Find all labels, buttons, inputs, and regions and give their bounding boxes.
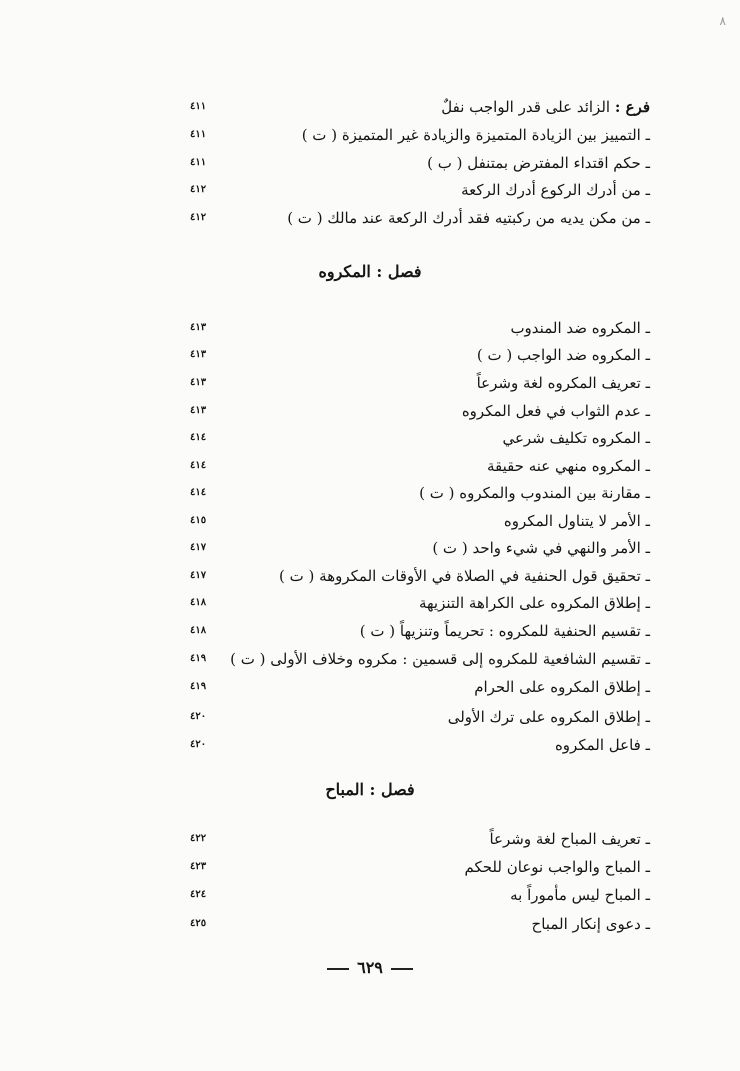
index-row [190,884,650,910]
entry-text: ـ تعريف المباح لغة وشرعاً [489,830,650,848]
index-row [190,648,650,674]
entry-page: ٤١٧ [190,542,207,553]
index-row [190,207,650,233]
index-row [190,179,650,205]
page-number [0,958,740,977]
index-row [190,344,650,370]
index-row [190,372,650,398]
entry-page: ٤١٥ [190,515,207,526]
entry-text: ـ المكروه ضد الواجب ( ت ) [476,346,650,364]
entry-page: ٤٢٢ [190,833,207,844]
entry-text: ـ إطلاق المكروه على الكراهة التنزيهة [418,594,650,612]
entry-page: ٤١٧ [190,570,207,581]
entry-page: ٤٢٥ [190,918,207,929]
index-row [190,455,650,481]
section-heading-makruh: فصل : المكروه [318,262,422,281]
entry-text: ـ تحقيق قول الحنفية في الصلاة في الأوقات المكروهة ( ت ) [279,567,650,585]
index-row [190,592,650,618]
entry-text: ـ الأمر والنهي في شيء واحد ( ت ) [432,539,650,557]
index-row [190,510,650,536]
entry-page: ٤١١ [190,129,207,140]
index-row [190,856,650,882]
entry-text: ـ المباح ليس مأموراً به [510,886,650,904]
index-row [190,400,650,426]
corner-mark: ٨ [719,14,726,28]
entry-page: ٤١٣ [190,322,207,333]
entry-text: ـ تعريف المكروه لغة وشرعاً [476,374,650,392]
entry-page: ٤٢٠ [190,739,207,750]
entry-text: ـ من أدرك الركوع أدرك الركعة [461,181,650,199]
entry-text: ـ إطلاق المكروه على ترك الأولى [447,708,650,726]
entry-page: ٤١٤ [190,487,207,498]
entry-page: ٤١٤ [190,432,207,443]
entry-page: ٤١٢ [190,212,207,223]
entry-text: ـ إطلاق المكروه على الحرام [474,678,650,696]
entry-page: ٤٢٤ [190,889,207,900]
entry-page: ٤١٩ [190,653,207,664]
index-row [190,913,650,939]
entry-text: ـ المكروه ضد المندوب [510,319,650,337]
entry-text: ـ الأمر لا يتناول المكروه [503,512,650,530]
entry-page: ٤١١ [190,157,207,168]
index-row [190,565,650,591]
entry-page: ٤١٣ [190,377,207,388]
entry-text: الزائد على قدر الواجب نفلٌ [441,98,615,116]
entry-text: ـ التمييز بين الزيادة المتميزة والزيادة غير المتميزة ( ت ) [301,126,650,144]
entry-text: ـ المكروه منهي عنه حقيقة [486,457,650,475]
entry-page: ٤٢٣ [190,861,207,872]
entry-page: ٤٢٠ [190,711,207,722]
entry-text: ـ تقسيم الحنفية للمكروه : تحريماً وتنزيهاً ( ت ) [359,622,650,640]
index-row [190,537,650,563]
index-row [190,96,650,122]
entry-page: ٤١٢ [190,184,207,195]
section-heading-mubah: فصل : المباح [325,780,415,799]
index-row [190,706,650,732]
entry-text: ـ المكروه تكليف شرعي [502,429,650,447]
index-row [190,152,650,178]
entry-text: ـ حكم اقتداء المفترض بمتنفل ( ب ) [427,154,650,172]
index-row [190,620,650,646]
entry-page: ٤١٩ [190,681,207,692]
entry-page: ٤١٨ [190,597,207,608]
index-row [190,734,650,760]
page-number-value: ٦٢٩ [357,958,383,977]
dash-right [391,968,413,970]
index-row [190,124,650,150]
index-row [190,427,650,453]
index-row [190,482,650,508]
entry-text: ـ عدم الثواب في فعل المكروه [461,402,650,420]
entry-text: ـ مقارنة بين المندوب والمكروه ( ت ) [419,484,650,502]
entry-text: ـ دعوى إنكار المباح [531,915,650,933]
index-row [190,828,650,854]
entry-lead: فرع : [614,98,650,116]
entry-text: ـ المباح والواجب نوعان للحكم [464,858,650,876]
entry-page: ٤١١ [190,101,207,112]
entry-text: ـ تقسيم الشافعية للمكروه إلى قسمين : مكروه وخلاف الأولى ( ت ) [230,650,650,668]
dash-left [327,968,349,970]
entry-page: ٤١٨ [190,625,207,636]
index-row [190,317,650,343]
index-row [190,676,650,702]
entry-page: ٤١٣ [190,405,207,416]
entry-text: ـ من مكن يديه من ركبتيه فقد أدرك الركعة عند مالك ( ت ) [287,209,650,227]
entry-page: ٤١٤ [190,460,207,471]
index-entry [441,96,650,118]
entry-text: ـ فاعل المكروه [554,736,650,754]
entry-page: ٤١٣ [190,349,207,360]
